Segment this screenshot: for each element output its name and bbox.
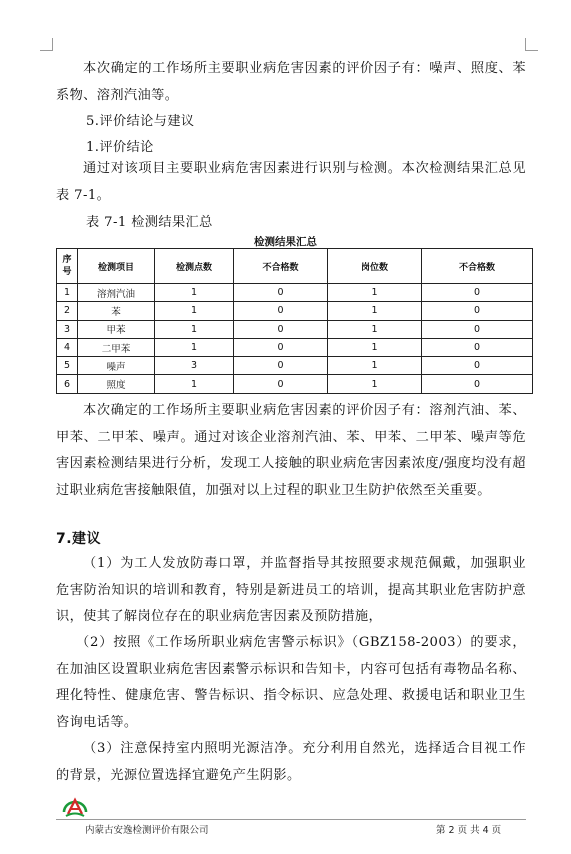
header-item: 检测项目 <box>78 249 155 284</box>
page-corner-mark-top-left <box>40 38 53 51</box>
results-table <box>56 248 533 394</box>
section-heading-suggestions: 7.建议 <box>56 531 102 547</box>
footer-divider <box>56 819 526 820</box>
page-corner-mark-top-right <box>525 38 538 51</box>
suggestion-1: （1）为工人发放防毒口罩，并监督指导其按照要求规范佩戴，加强职业危害防治知识的培训和教育，特别是新进员工的培训，提高其职业危害防护意识，使其了解岗位存在的职业病危害因素及预防措施， <box>56 556 526 624</box>
table-title: 检测结果汇总 <box>254 236 317 248</box>
suggestion-3: （3）注意保持室内照明光源洁净。充分利用自然光，选择适合目视工作的背景，光源位置选择宜避免产生阴影。 <box>56 741 526 783</box>
table-row: 4 二甲苯 1 0 1 0 <box>57 338 533 356</box>
paragraph-detection-summary: 通过对该项目主要职业病危害因素进行识别与检测。本次检测结果汇总见表 7-1。 <box>56 161 526 203</box>
table-header-row <box>57 249 533 284</box>
paragraph-evaluation-factors: 本次确定的工作场所主要职业病危害因素的评价因子有：噪声、照度、苯系物、溶剂汽油等。 <box>56 61 526 103</box>
header-index: 序号 <box>57 249 78 284</box>
header-points: 检测点数 <box>155 249 234 284</box>
company-logo-icon <box>61 795 89 819</box>
footer-page-number: 第 2 页 共 4 页 <box>436 825 502 836</box>
section-heading-conclusions: 5.评价结论与建议 <box>86 114 195 129</box>
header-unqualified-positions: 不合格数 <box>422 249 533 284</box>
table-row: 6 照度 1 0 1 0 <box>57 375 533 393</box>
table-row: 5 噪声 3 0 1 0 <box>57 357 533 375</box>
header-unqualified-points: 不合格数 <box>234 249 328 284</box>
table-row: 3 甲苯 1 0 1 0 <box>57 320 533 338</box>
suggestion-2: （2）按照《工作场所职业病危害警示标识》（GBZ158-2003）的要求，在加油区设置职业病危害因素警示标识和告知卡，内容可包括有毒物品名称、理化特性、健康危害、警告标识、指令标识、应急处理、救援电话和职业卫生咨询电话等。 <box>56 635 526 730</box>
paragraph-analysis: 本次确定的工作场所主要职业病危害因素的评价因子有：溶剂汽油、苯、甲苯、二甲苯、噪声。通过对该企业溶剂汽油、苯、甲苯、二甲苯、噪声等危害因素检测结果进行分析，发现工人接触的职业病危害因素浓度/强度均没有超过职业病危害接触限值，加强对以上过程的职业卫生防护依然至关重要。 <box>56 403 526 498</box>
subsection-heading-conclusion: 1.评价结论 <box>86 140 154 155</box>
table-caption: 表 7-1 检测结果汇总 <box>86 215 213 230</box>
header-positions: 岗位数 <box>328 249 422 284</box>
footer-company-name: 内蒙古安逸检测评价有限公司 <box>85 825 209 836</box>
table-row: 1 溶剂汽油 1 0 1 0 <box>57 284 533 302</box>
table-row: 2 苯 1 0 1 0 <box>57 302 533 320</box>
